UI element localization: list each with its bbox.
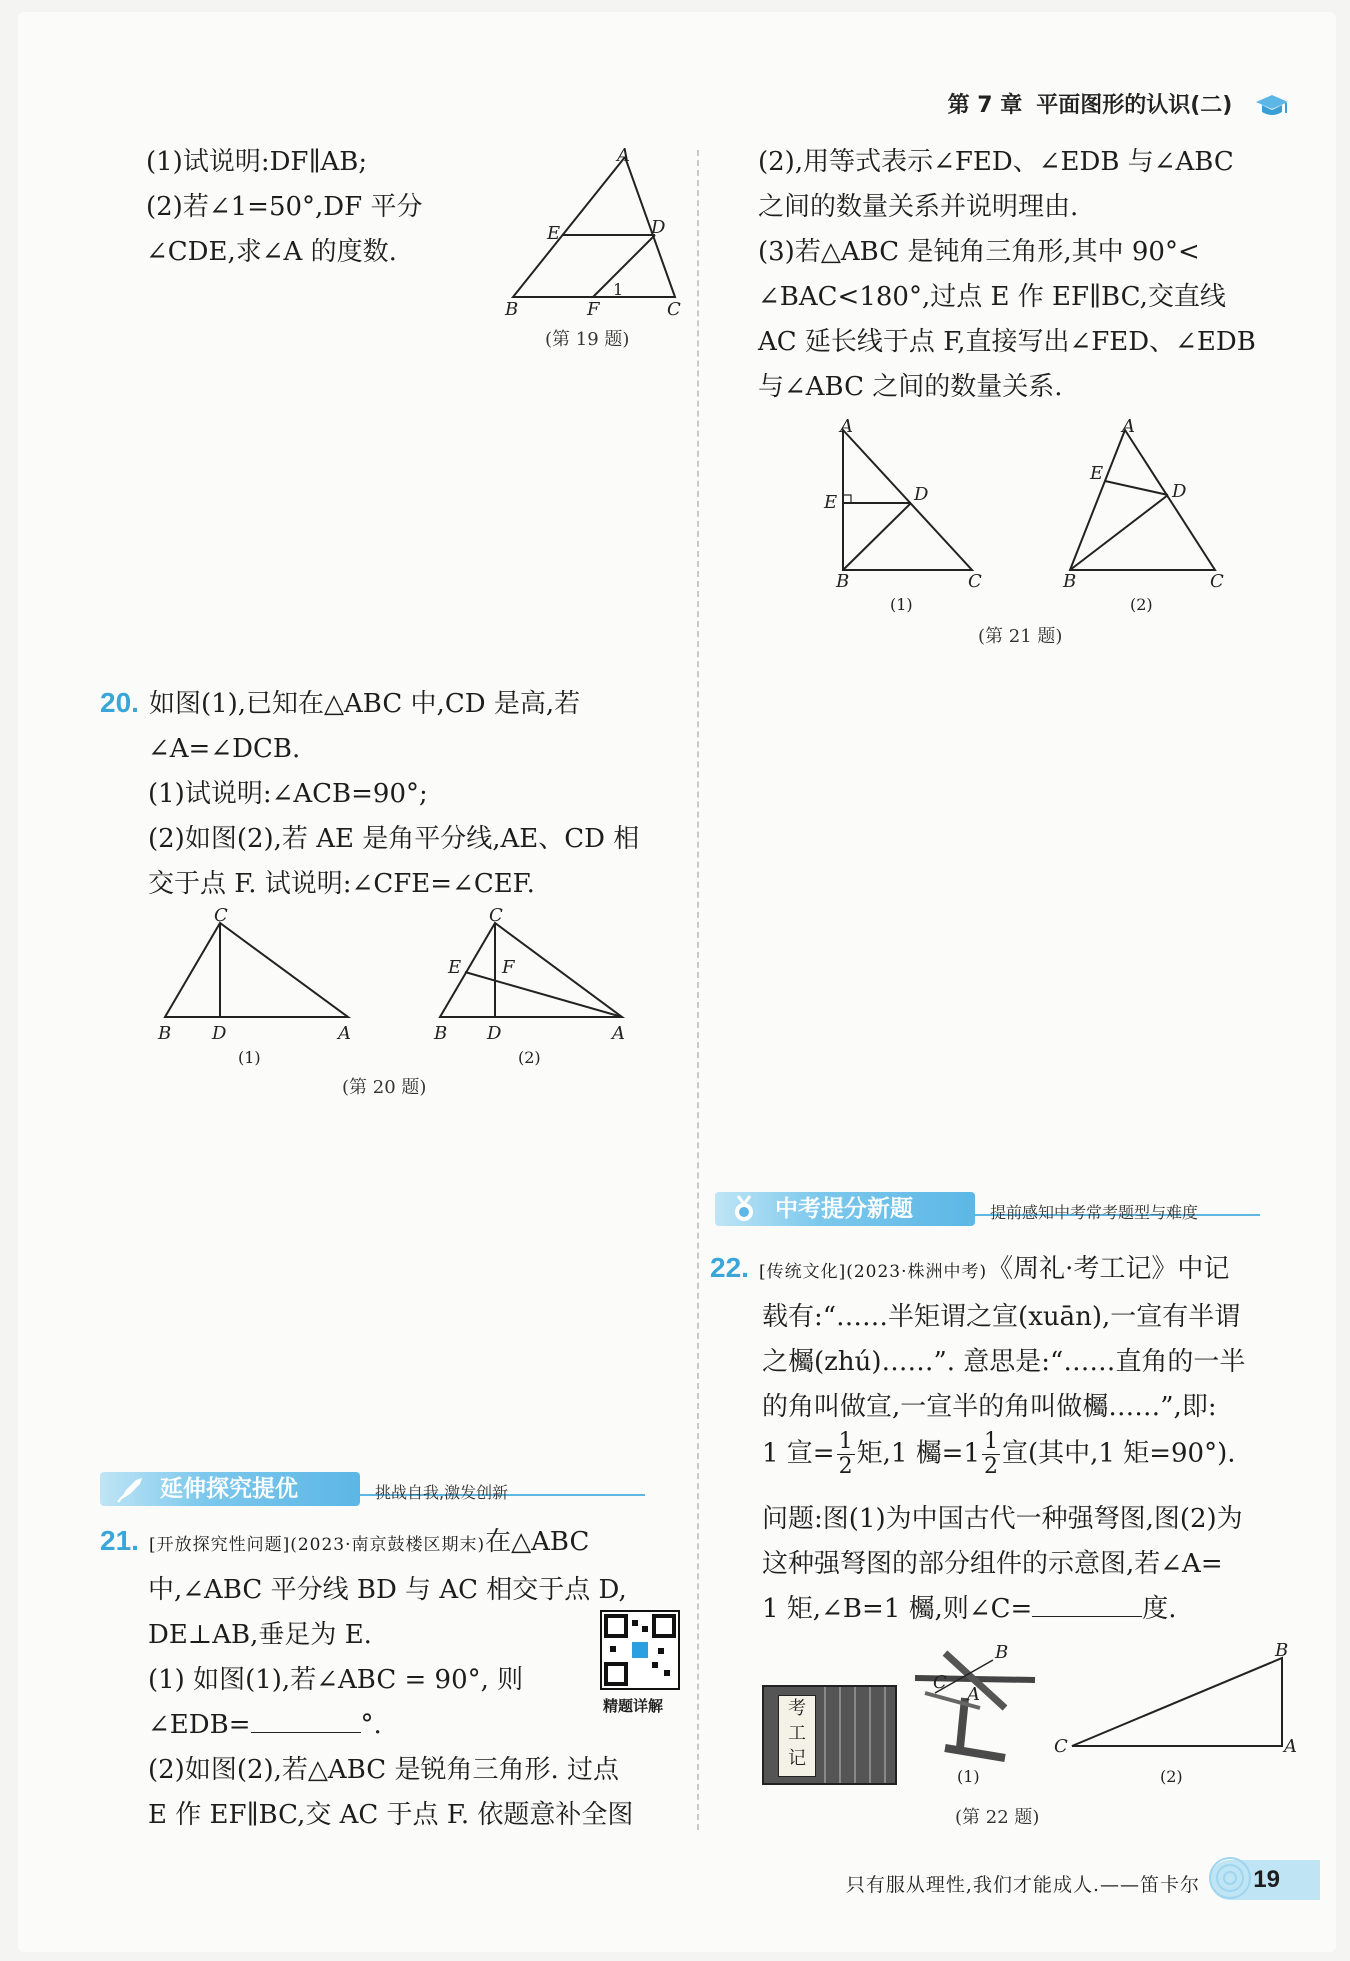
q21-cont-line: ∠BAC<180°,过点 E 作 EF∥BC,交直线: [758, 282, 1226, 312]
q20-figure-1: [150, 905, 360, 1070]
q22-text: [710, 1245, 1245, 1430]
q20-caption: (第 20 题): [342, 1077, 427, 1098]
q21-cont-line: AC 延长线于点 F,直接写出∠FED、∠EDB: [758, 327, 1256, 357]
q22-line: 问题:图(1)为中国古代一种强弩图,图(2)为: [762, 1504, 1243, 1534]
q20-line: (2)如图(2),若 AE 是角平分线,AE、CD 相: [148, 824, 640, 854]
q21-cont-line: (3)若△ABC 是钝角三角形,其中 90°<: [758, 237, 1200, 267]
q20-text: [100, 680, 639, 907]
q22-fig2-sub: (2): [1160, 1767, 1183, 1786]
q21-fig2-C: C: [1210, 571, 1224, 592]
medal-icon: [729, 1194, 759, 1224]
banner-extension: [100, 1472, 645, 1510]
rocket-icon: [114, 1474, 146, 1504]
q19-label-A: A: [617, 145, 630, 166]
chapter-title: 平面图形的认识(二): [1036, 93, 1233, 118]
q21-fig1-E: E: [824, 492, 838, 513]
q22-line: 1 矩,∠B=1 欘,则∠C=: [762, 1594, 1033, 1624]
crossbow-image: [905, 1638, 1045, 1788]
q22-formula: [762, 1430, 1236, 1479]
q19-label-D: D: [651, 217, 666, 238]
q19-label-B: B: [505, 299, 519, 320]
q22-caption: (第 22 题): [955, 1807, 1040, 1828]
q21-number: 21.: [100, 1525, 139, 1556]
q22-frac2-num: 1: [984, 1429, 998, 1454]
q21-line: (1) 如图(1),若∠ABC = 90°, 则: [148, 1665, 524, 1695]
q19-caption: (第 19 题): [545, 329, 630, 350]
q21-deg: °.: [360, 1710, 382, 1740]
q21-fig2-B: B: [1063, 571, 1077, 592]
chapter-number: 第 7 章: [947, 93, 1023, 118]
q20-fig1-C: C: [214, 905, 228, 926]
q21-fig1-sub: (1): [890, 595, 913, 614]
q21-line: 在△ABC: [485, 1527, 590, 1557]
q21-fig2-A: A: [1122, 416, 1135, 437]
q22-question: [762, 1497, 1243, 1632]
q22-formula-a: 1 宣=: [762, 1438, 835, 1469]
q22-fig1-C: C: [933, 1672, 947, 1693]
q22-frac1-den: 2: [838, 1454, 853, 1479]
q21-cont-line: (2),用等式表示∠FED、∠EDB 与∠ABC: [758, 147, 1234, 177]
q21-answer-blank[interactable]: [251, 1708, 361, 1733]
q20-fig1-B: B: [158, 1023, 172, 1044]
book-char: 工: [788, 1723, 806, 1744]
q21-fig2-E: E: [1090, 463, 1104, 484]
q22-fig1-B: B: [995, 1642, 1009, 1663]
q19-text: [146, 140, 422, 275]
q22-number: 22.: [710, 1252, 749, 1283]
column-divider: [697, 150, 699, 1830]
q22-answer-blank[interactable]: [1032, 1592, 1142, 1617]
q19-label-E: E: [547, 223, 561, 244]
q20-figure-2: [430, 905, 640, 1070]
q20-fig2-B: B: [434, 1023, 448, 1044]
book-image: [762, 1685, 897, 1785]
q21-cont-text: [758, 140, 1256, 410]
q21-line: (2)如图(2),若△ABC 是锐角三角形. 过点: [148, 1755, 619, 1785]
q22-line: 《周礼·考工记》中记: [987, 1254, 1230, 1284]
q22-formula-b: 矩,1 欘=1: [856, 1438, 980, 1469]
q20-fig2-D: D: [487, 1023, 502, 1044]
q19-label-F: F: [587, 299, 600, 320]
q22-fig2-A: A: [1284, 1736, 1297, 1757]
q22-line: 这种强弩图的部分组件的示意图,若∠A=: [762, 1549, 1223, 1579]
q19-figure: [495, 145, 695, 320]
chapter-header: [934, 88, 1290, 119]
q20-line: 交于点 F. 试说明:∠CFE=∠CEF.: [148, 869, 535, 899]
q21-cont-line: 之间的数量关系并说明理由.: [758, 192, 1079, 222]
q19-line: ∠CDE,求∠A 的度数.: [146, 237, 397, 267]
qr-code[interactable]: [600, 1610, 680, 1690]
banner-exam-title: 中考提分新题: [715, 1192, 975, 1226]
q21-caption: (第 21 题): [978, 626, 1063, 647]
q20-line: ∠A=∠DCB.: [148, 734, 301, 764]
q21-line: DE⊥AB,垂足为 E.: [148, 1620, 372, 1650]
q22-unit: 度.: [1142, 1594, 1177, 1624]
q22-figure-2: [1050, 1638, 1300, 1788]
q21-line: 中,∠ABC 平分线 BD 与 AC 相交于点 D,: [148, 1575, 627, 1605]
q22-line: 载有:“……半矩谓之宣(xuān),一宣有半谓: [762, 1302, 1241, 1332]
q21-cont-line: 与∠ABC 之间的数量关系.: [758, 372, 1063, 402]
page-number: 19: [1210, 1860, 1320, 1900]
q19-line: (1)试说明:DF∥AB;: [146, 147, 368, 177]
spiral-icon: [1205, 1853, 1255, 1903]
q20-fig2-F: F: [502, 957, 515, 978]
banner-exam: [715, 1192, 1260, 1230]
q19-label-C: C: [667, 299, 681, 320]
q20-fig2-E: E: [448, 957, 462, 978]
q20-fig1-D: D: [212, 1023, 227, 1044]
q20-fig2-C: C: [489, 905, 503, 926]
q22-frac2-den: 2: [984, 1454, 998, 1479]
banner-ext-sub: 挑战自我,激发创新: [375, 1483, 509, 1502]
q22-formula-c: 宣(其中,1 矩=90°).: [1002, 1438, 1236, 1469]
q21-fig1-A: A: [840, 416, 853, 437]
q22-tag: [传统文化](2023·株洲中考): [758, 1262, 988, 1282]
q22-fig2-B: B: [1275, 1640, 1289, 1661]
q21-text: [100, 1518, 633, 1838]
qr-code-icon: [602, 1612, 678, 1688]
q22-fig2-C: C: [1054, 1736, 1068, 1757]
q22-fig1-sub: (1): [957, 1767, 980, 1786]
q21-fig2-D: D: [1172, 481, 1187, 502]
graduation-cap-icon: [1254, 93, 1290, 118]
qr-label: 精题详解: [603, 1697, 664, 1715]
q19-label-angle1: 1: [613, 280, 624, 299]
q21-fig1-B: B: [836, 571, 850, 592]
q21-fig2-sub: (2): [1130, 595, 1153, 614]
book-char: 记: [788, 1748, 806, 1769]
q20-fig1-sub: (1): [238, 1048, 261, 1067]
q21-figure-1: [820, 415, 1000, 615]
q21-tag: [开放探究性问题](2023·南京鼓楼区期末): [148, 1535, 486, 1555]
q21-fig1-D: D: [914, 484, 929, 505]
q20-line: (1)试说明:∠ACB=90°;: [148, 779, 428, 809]
banner-exam-sub: 提前感知中考常考题型与难度: [990, 1203, 1199, 1222]
q20-number: 20.: [100, 687, 139, 718]
q22-line: 之欘(zhú)……”. 意思是:“……直角的一半: [762, 1347, 1246, 1377]
q20-fig1-A: A: [338, 1023, 351, 1044]
banner-ext-title: 延伸探究提优: [100, 1472, 360, 1506]
q21-figure-2: [1050, 415, 1240, 615]
footer-quote: 只有服从理性,我们才能成人.——笛卡尔: [845, 1874, 1200, 1896]
q21-fig1-C: C: [968, 571, 982, 592]
q21-line: ∠EDB=: [148, 1710, 251, 1740]
q22-frac1-num: 1: [838, 1429, 853, 1454]
q20-line: 如图(1),已知在△ABC 中,CD 是高,若: [148, 689, 581, 719]
q22-line: 的角叫做宣,一宣半的角叫做欘……”,即:: [762, 1392, 1217, 1422]
q20-fig2-sub: (2): [518, 1048, 541, 1067]
book-char: 考: [788, 1698, 806, 1719]
q19-line: (2)若∠1=50°,DF 平分: [146, 192, 423, 222]
q20-fig2-A: A: [612, 1023, 625, 1044]
q21-line: E 作 EF∥BC,交 AC 于点 F. 依题意补全图: [148, 1800, 634, 1830]
q22-fig1-A: A: [967, 1684, 980, 1705]
